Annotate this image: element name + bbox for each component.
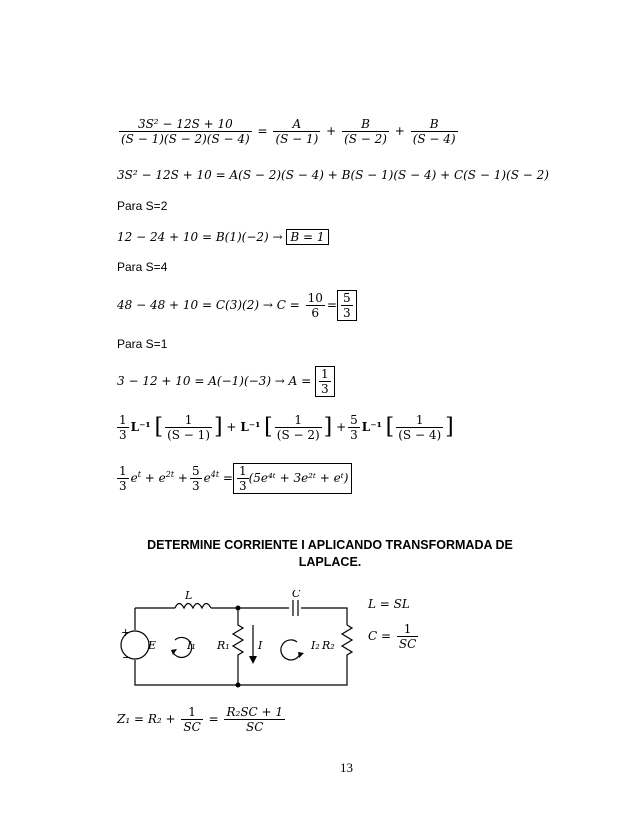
term-b-numerator: B bbox=[342, 117, 389, 132]
term-c-numerator: B bbox=[411, 117, 458, 132]
exp-term-1-power: t bbox=[137, 470, 141, 479]
result-coef-2-denominator: 3 bbox=[191, 479, 200, 493]
s1-expression: 3 − 12 + 10 = A(−1)(−3) → A = bbox=[117, 374, 316, 388]
term-1-numerator: 1 bbox=[165, 413, 212, 428]
wire-top-right bbox=[301, 608, 347, 625]
lhs-denominator: (S − 1)(S − 2)(S − 4) bbox=[121, 132, 250, 146]
exp-term-3-power: 4t bbox=[210, 470, 220, 479]
z1-fraction-2-numerator: R₂SC + 1 bbox=[226, 705, 284, 719]
term-2-numerator: 1 bbox=[275, 413, 322, 428]
label-s2: Para S=2 bbox=[117, 199, 168, 213]
final-expression: (5e⁴ᵗ + 3e²ᵗ + eᵗ) bbox=[248, 471, 349, 485]
node-top bbox=[236, 606, 241, 611]
s1-equation bbox=[117, 366, 335, 397]
b-result-box: B = 1 bbox=[286, 229, 328, 245]
resistor-r1 bbox=[233, 608, 243, 685]
result-coef-2-numerator: 5 bbox=[191, 464, 200, 478]
inverse-laplace-equation: $\frac{1}{3}$ L⁻¹ [ $\frac{1}{(S - 1)}$ ] + L⁻¹ [ $\frac{1}{(S - 2)}$ ] + $\frac{5}{3}$ L⁻¹ [ $\frac{1}{(S - 4)}$ ] bbox=[119, 413, 454, 442]
expanded-equation: 3S² − 12S + 10 = A(S − 2)(S − 4) + B(S − 1)(S − 4) + C(S − 1)(S − 2) bbox=[117, 168, 549, 182]
final-result-box bbox=[233, 463, 352, 494]
loop-arrow-i2-head bbox=[298, 652, 304, 658]
section-title-line-1: DETERMINE CORRIENTE I APLICANDO TRANSFORMADA DE bbox=[147, 538, 513, 552]
c-result-box bbox=[337, 290, 357, 321]
capacitor-impedance-lhs: C = bbox=[368, 629, 395, 643]
term-3-numerator: 1 bbox=[396, 413, 443, 428]
time-domain-result: $\frac{1}{3}$ $e^t + e^{2t}$ + $\frac{5}{3}$ $e^{4t}$ = $\frac{1}{3}$ (5e⁴ᵗ + 3e²ᵗ + eᵗ) bbox=[115, 463, 352, 494]
result-coef-1-numerator: 1 bbox=[119, 464, 127, 478]
circuit-diagram bbox=[115, 590, 355, 700]
coef-1-numerator: 1 bbox=[119, 413, 127, 427]
current-arrow-head bbox=[249, 656, 257, 664]
label-i2: I₂ bbox=[311, 639, 320, 652]
partial-fraction-equation: $\frac{\text{3S² − 12S + 10}}{(S - 1)(S - 2)(S - 4)}$ = $\frac{A}{(S - 1)}$ + $\frac{B}{(S - 2)}$ + $\frac{B}{(S - 4)}$ bbox=[121, 117, 456, 146]
c-fraction-numerator: 10 bbox=[307, 291, 323, 305]
exp-term-2-power: 2t bbox=[165, 470, 175, 479]
inductor-coil bbox=[175, 604, 211, 609]
label-minus: − bbox=[122, 651, 132, 664]
exp-term-1: e bbox=[130, 471, 138, 485]
label-s1: Para S=1 bbox=[117, 337, 168, 351]
page-number: 13 bbox=[340, 760, 353, 775]
a-result-box bbox=[315, 366, 335, 397]
term-c-denominator: (S − 4) bbox=[412, 132, 456, 146]
label-plus: + bbox=[121, 626, 131, 639]
label-r2: R₂ bbox=[322, 639, 335, 652]
label-r1: R₁ bbox=[217, 639, 230, 652]
z1-fraction-2-denominator: SC bbox=[246, 720, 264, 734]
section-title bbox=[120, 537, 540, 571]
c-box-numerator: 5 bbox=[342, 291, 351, 305]
node-bottom bbox=[236, 683, 241, 688]
term-a-numerator: A bbox=[273, 117, 320, 132]
label-s4: Para S=4 bbox=[117, 260, 168, 274]
label-i: I bbox=[258, 639, 263, 652]
s2-expression: 12 − 24 + 10 = B(1)(−2) → bbox=[117, 230, 287, 244]
term-a-denominator: (S − 1) bbox=[275, 132, 319, 146]
a-box-numerator: 1 bbox=[321, 367, 329, 381]
capacitor-plates bbox=[293, 600, 298, 616]
inverse-laplace-operator-3: L⁻¹ bbox=[361, 420, 382, 434]
loop-arrow-i2 bbox=[281, 640, 300, 660]
term-2-denominator: (S − 2) bbox=[276, 428, 320, 442]
capacitor-impedance-denominator: SC bbox=[398, 637, 417, 651]
c-fraction-denominator: 6 bbox=[311, 306, 320, 320]
wire-bottom bbox=[135, 660, 347, 685]
term-b-denominator: (S − 2) bbox=[344, 132, 387, 146]
z1-fraction-1-denominator: SC bbox=[183, 720, 201, 734]
inductor-impedance: L = SL bbox=[368, 597, 410, 611]
term-1-denominator: (S − 1) bbox=[167, 428, 210, 442]
c-box-denominator: 3 bbox=[342, 306, 351, 320]
label-source: E bbox=[148, 639, 157, 652]
inverse-laplace-operator-1: L⁻¹ bbox=[130, 420, 151, 434]
label-i1: I₁ bbox=[187, 639, 196, 652]
final-coef-denominator: 3 bbox=[238, 479, 247, 493]
z1-equation bbox=[117, 705, 287, 734]
lhs-numerator: 3S² − 12S + 10 bbox=[119, 117, 252, 132]
a-box-denominator: 3 bbox=[321, 382, 329, 396]
result-coef-1-denominator: 3 bbox=[119, 479, 127, 493]
resistor-r2 bbox=[342, 625, 352, 660]
capacitor-impedance bbox=[368, 622, 420, 651]
capacitor-impedance-numerator: 1 bbox=[397, 622, 418, 637]
z1-equals: = bbox=[204, 712, 223, 726]
s4-expression: 48 − 48 + 10 = C(3)(2) → C = bbox=[117, 298, 304, 312]
label-inductor: L bbox=[185, 590, 193, 602]
z1-fraction-1-numerator: 1 bbox=[181, 705, 202, 720]
label-capacitor: C bbox=[292, 590, 301, 600]
z1-lhs: Z₁ = R₂ + bbox=[117, 712, 180, 726]
inverse-laplace-operator-2: L⁻¹ bbox=[240, 420, 261, 434]
exp-term-3: e bbox=[203, 471, 211, 485]
section-title-line-2: LAPLACE. bbox=[298, 555, 362, 569]
term-3-denominator: (S − 4) bbox=[398, 428, 442, 442]
s2-equation bbox=[117, 229, 329, 245]
s4-equation: 48 − 48 + 10 = C(3)(2) → C = $\frac{10}{6}$ = $\frac{5}{3}$ bbox=[117, 290, 357, 321]
coef-3-denominator: 3 bbox=[350, 428, 358, 442]
final-coef-numerator: 1 bbox=[238, 464, 247, 478]
coef-1-denominator: 3 bbox=[119, 428, 127, 442]
exp-term-2: + e bbox=[144, 471, 166, 485]
coef-3-numerator: 5 bbox=[350, 413, 358, 427]
